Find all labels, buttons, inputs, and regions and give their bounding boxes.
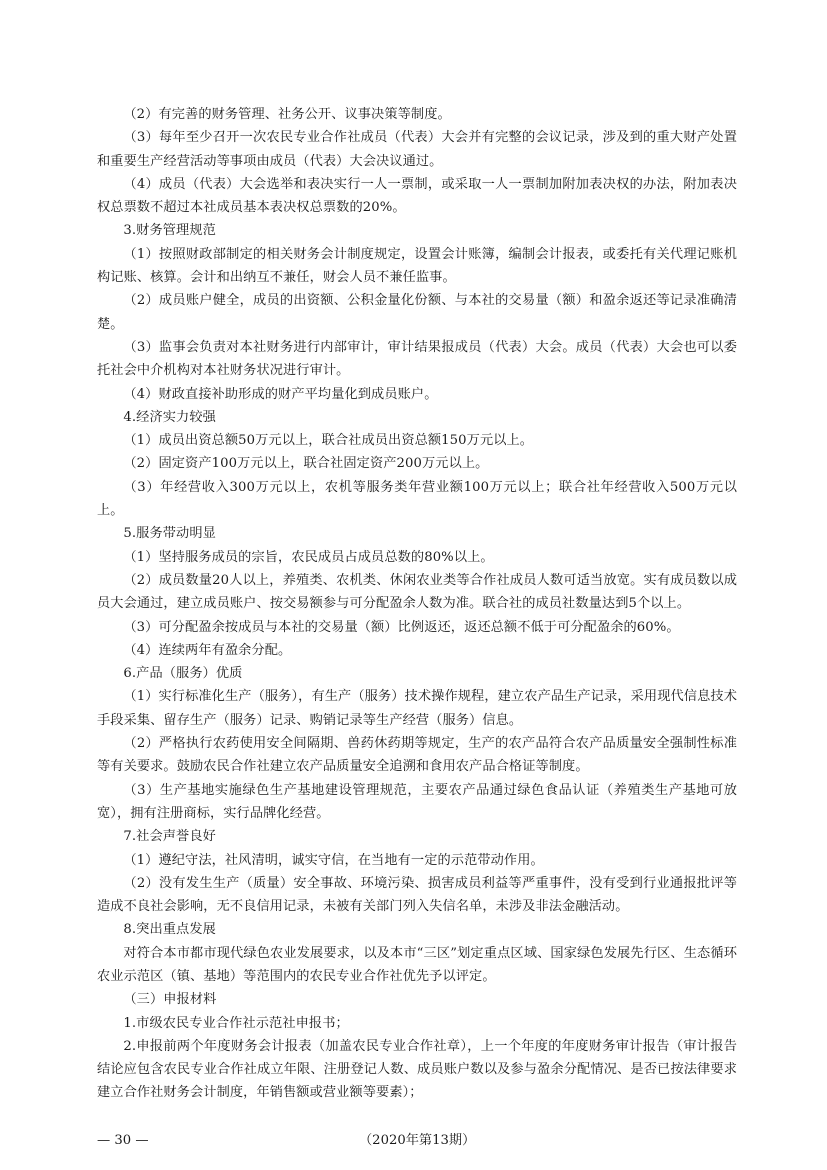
paragraph: （3）年经营收入300万元以上，农机等服务类年营业额100万元以上；联合社年经营收入500万元以上。 — [97, 479, 737, 519]
paragraph: （1）遵纪守法，社风清明，诚实守信，在当地有一定的示范带动作用。 — [123, 852, 544, 868]
paragraph: （3）生产基地实施绿色生产基地建设管理规范，主要农产品通过绿色食品认证（养殖类生产基地可放宽），拥有注册商标，实行品牌化经营。 — [97, 782, 737, 821]
paragraph: （4）成员（代表）大会选举和表决实行一人一票制，或采取一人一票制加附加表决权的办法，附加表决权总票数不超过本社成员基本表决权总票数的20%。 — [97, 176, 737, 216]
paragraph: （2）严格执行农药使用安全间隔期、兽药休药期等规定，生产的农产品符合农产品质量安全强制性标准等有关要求。鼓励农民合作社建立农产品质量安全追溯和食用农产品合格证等制度。 — [97, 736, 737, 775]
paragraph: （1）坚持服务成员的宗旨，农民成员占成员总数的80%以上。 — [123, 549, 494, 565]
issue-label: （2020年第13期） — [359, 1133, 476, 1148]
page-number: — 30 — — [97, 1133, 149, 1148]
paragraph: （1）按照财政部制定的相关财务会计制度规定，设置会计账簿，编制会计报表，或委托有关代理记账机构记账、核算。会计和出纳互不兼任，财会人员不兼任监事。 — [97, 246, 737, 286]
section-heading: 5.服务带动明显 — [123, 526, 216, 542]
paragraph: （4）连续两年有盈余分配。 — [123, 642, 292, 658]
paragraph: （1）成员出资总额50万元以上，联合社成员出资总额150万元以上。 — [123, 433, 534, 449]
body-text — [97, 103, 737, 1105]
paragraph: （3）每年至少召开一次农民专业合作社成员（代表）大会并有完整的会议记录，涉及到的重大财产处置和重要生产经营活动等事项由成员（代表）大会决议通过。 — [97, 130, 737, 169]
paragraph: （3）可分配盈余按成员与本社的交易量（额）比例返还，返还总额不低于可分配盈余的60%。 — [123, 619, 680, 635]
section-heading: 4.经济实力较强 — [123, 409, 216, 425]
section-heading: 3.财务管理规范 — [123, 223, 216, 239]
paragraph: 1.市级农民专业合作社示范社申报书； — [123, 1015, 349, 1031]
section-heading: 8.突出重点发展 — [123, 922, 216, 938]
paragraph: （1）实行标准化生产（服务），有生产（服务）技术操作规程，建立农产品生产记录，采用现代信息技术手段采集、留存生产（服务）记录、购销记录等生产经营（服务）信息。 — [97, 689, 737, 728]
paragraph: （2）没有发生生产（质量）安全事故、环境污染、损害成员利益等严重事件，没有受到行业通报批评等造成不良社会影响，无不良信用记录，未被有关部门列入失信名单，未涉及非法金融活动。 — [97, 875, 737, 915]
paragraph: （2）成员账户健全，成员的出资额、公积金量化份额、与本社的交易量（额）和盈余返还等记录准确清楚。 — [97, 293, 737, 332]
paragraph: （2）有完善的财务管理、社务公开、议事决策等制度。 — [123, 107, 451, 122]
paragraph: （2）成员数量20人以上，养殖类、农机类、休闲农业类等合作社成员人数可适当放宽。实有成员数以成员大会通过，建立成员账户、按交易额参与可分配盈余人数为准。联合社的成员社数量达到5个以上。 — [97, 572, 737, 612]
section-heading: （三）申报材料 — [123, 992, 217, 1008]
paragraph: （4）财政直接补助形成的财产平均量化到成员账户。 — [123, 386, 438, 402]
paragraph: （2）固定资产100万元以上，联合社固定资产200万元以上。 — [123, 456, 489, 472]
paragraph: 对符合本市都市现代绿色农业发展要求，以及本市“三区”划定重点区域、国家绿色发展先行区、生态循环农业示范区（镇、基地）等范围内的农民专业合作社优先予以评定。 — [97, 945, 737, 984]
section-heading: 6.产品（服务）优质 — [123, 666, 243, 682]
paragraph: 2.申报前两个年度财务会计报表（加盖农民专业合作社章），上一个年度的年度财务审计报告（审计报告结论应包含农民专业合作社成立年限、注册登记人数、成员账户数以及参与盈余分配情况、是否已按法律要求建立合作社财务会计制度，年销售额或营业额等要素）； — [97, 1038, 737, 1101]
section-heading: 7.社会声誉良好 — [123, 829, 216, 845]
paragraph: （3）监事会负责对本社财务进行内部审计，审计结果报成员（代表）大会。成员（代表）大会也可以委托社会中介机构对本社财务状况进行审计。 — [97, 339, 737, 379]
